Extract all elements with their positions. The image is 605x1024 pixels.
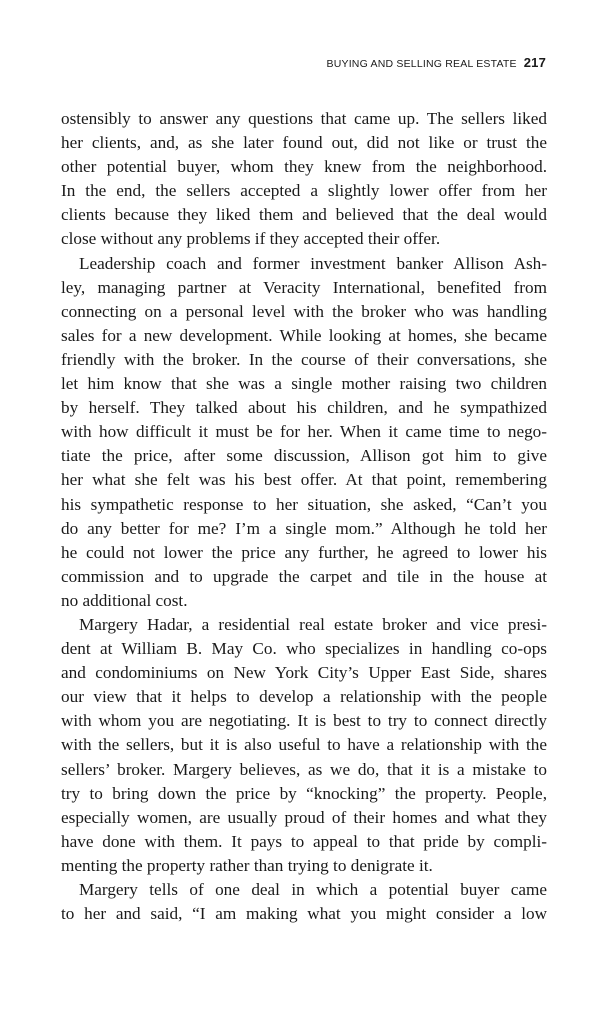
text-line: try to bring down the price by “knocking” the property. People,: [61, 783, 547, 803]
text-line: especially women, are usually proud of their homes and what they: [61, 807, 547, 827]
text-line: sales for a new development. While looking at homes, she became: [61, 325, 547, 345]
paragraph: [61, 107, 547, 252]
text-line: no additional cost.: [61, 590, 188, 610]
text-line: tiate the price, after some discussion, Allison got him to give: [61, 446, 547, 466]
page-number: 217: [523, 55, 546, 70]
text-line: friendly with the broker. In the course of their conversations, she: [61, 349, 547, 369]
paragraph: [61, 613, 547, 878]
text-line: In the end, the sellers accepted a slightly lower offer from her: [61, 181, 547, 201]
text-line: Margery Hadar, a residential real estate broker and vice presi-: [79, 614, 547, 634]
text-line: he could not lower the price any further, he agreed to lower his: [61, 542, 547, 562]
text-line: do any better for me? I’m a single mom.” Although he told her: [61, 518, 547, 538]
text-line: commission and to upgrade the carpet and tile in the house at: [61, 566, 547, 586]
text-line: close without any problems if they accepted their offer.: [61, 229, 441, 249]
paragraph: [61, 252, 547, 613]
text-line: with the sellers, but it is also useful to have a relationship with the: [61, 735, 547, 755]
text-line: dent at William B. May Co. who specializes in handling co-ops: [61, 639, 547, 659]
text-line: connecting on a personal level with the broker who was handling: [61, 301, 547, 321]
text-line: his sympathetic response to her situation, she asked, “Can’t you: [61, 494, 547, 514]
text-line: with how difficult it must be for her. When it came time to nego-: [61, 422, 547, 442]
text-line: by herself. They talked about his children, and he sympathized: [61, 398, 547, 418]
text-line: have done with them. It pays to appeal to that pride by compli-: [61, 831, 547, 851]
text-line: menting the property rather than trying to denigrate it.: [61, 855, 433, 875]
text-line: let him know that she was a single mother raising two children: [61, 374, 547, 394]
running-head: [327, 55, 547, 70]
text-line: to her and said, “I am making what you might consider a low: [61, 904, 547, 924]
body-text: [61, 107, 547, 926]
text-line: with whom you are negotiating. It is best to try to connect directly: [61, 711, 547, 731]
text-line: sellers’ broker. Margery believes, as we do, that it is a mistake to: [61, 759, 547, 779]
text-line: clients because they liked them and believed that the deal would: [61, 205, 547, 225]
text-line: ley, managing partner at Veracity International, benefited from: [61, 277, 547, 297]
text-line: our view that it helps to develop a relationship with the people: [61, 687, 547, 707]
paragraph: [61, 878, 547, 926]
text-line: her what she felt was his best offer. At that point, remembering: [61, 470, 547, 490]
text-line: her clients, and, as she later found out, did not like or trust the: [61, 133, 547, 153]
text-line: ostensibly to answer any questions that came up. The sellers liked: [61, 109, 547, 128]
text-line: and condominiums on New York City’s Upper East Side, shares: [61, 663, 547, 683]
text-line: Leadership coach and former investment banker Allison Ash-: [79, 253, 547, 273]
text-line: Margery tells of one deal in which a potential buyer came: [79, 880, 547, 899]
running-head-title: BUYING AND SELLING REAL ESTATE: [326, 58, 517, 70]
text-line: other potential buyer, whom they knew from the neighborhood.: [61, 157, 547, 177]
